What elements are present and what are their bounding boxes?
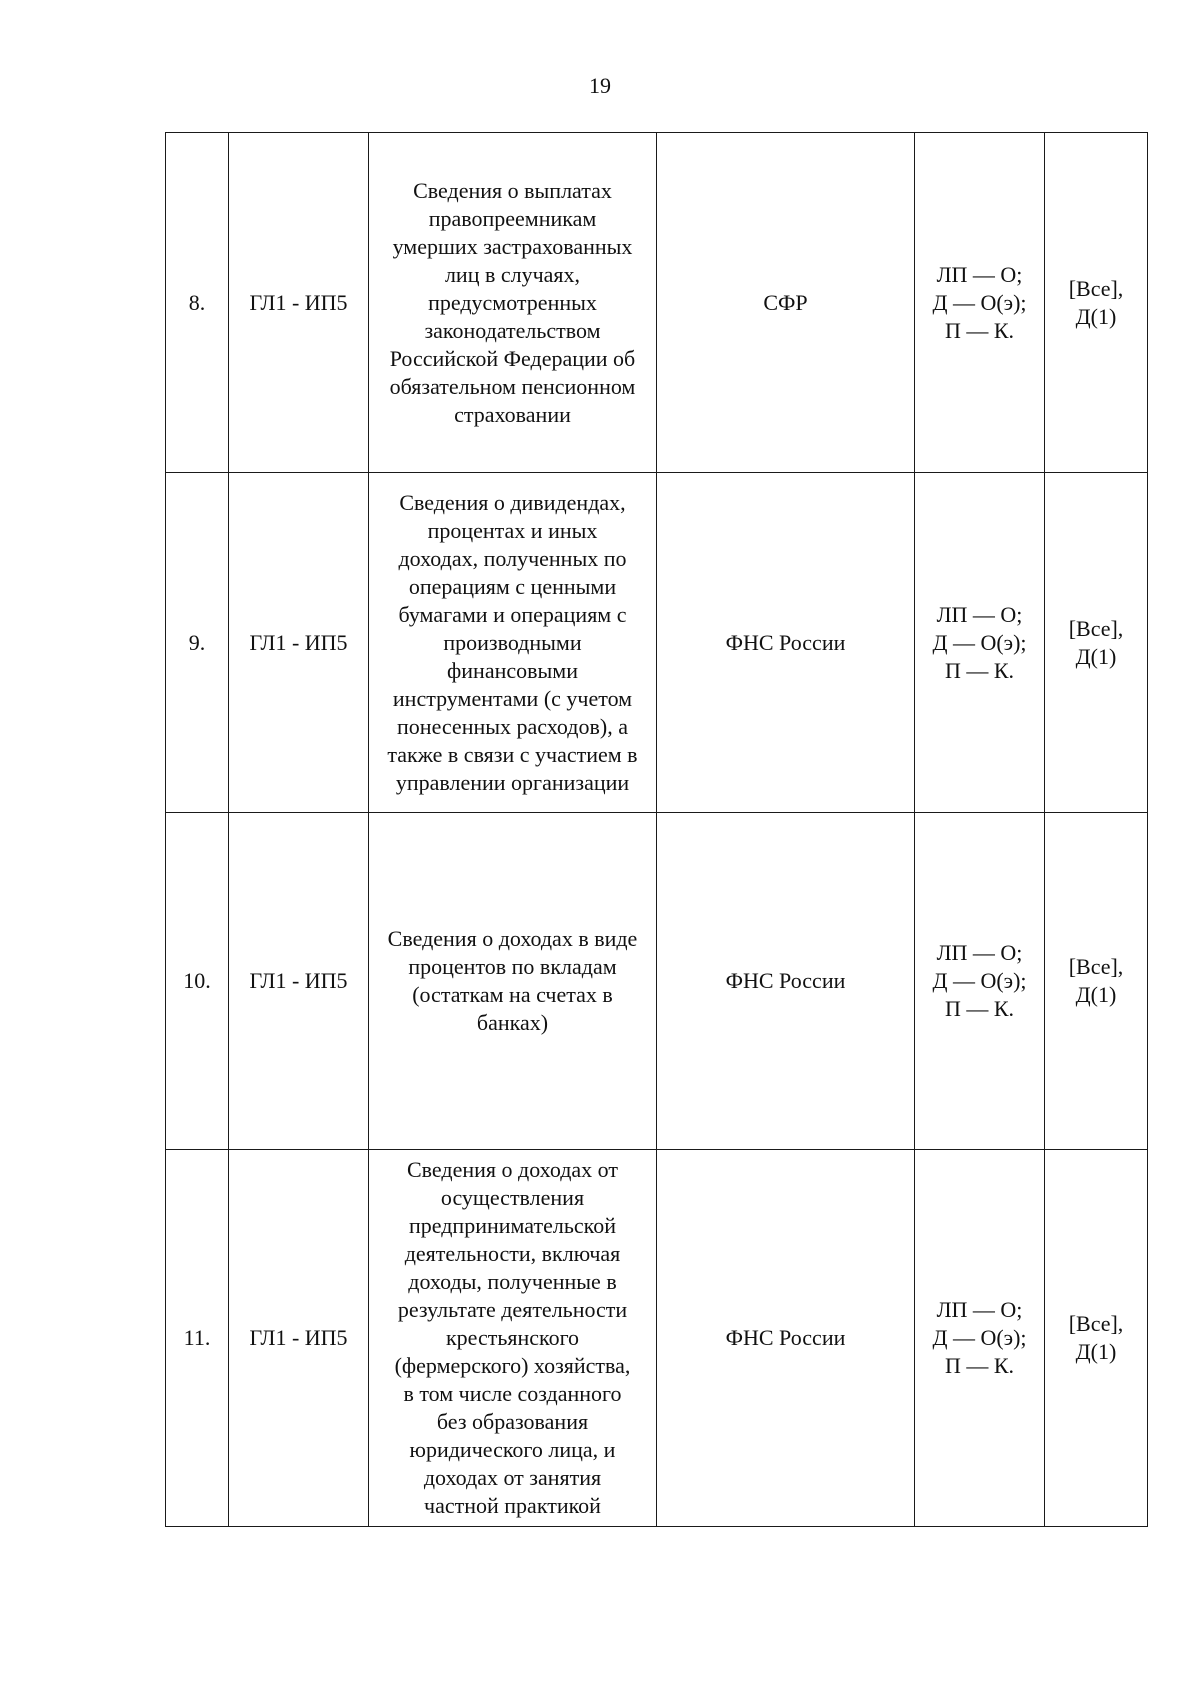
row-access: [Все], Д(1) (1045, 1150, 1148, 1527)
row-code: ГЛ1 - ИП5 (229, 1150, 369, 1527)
row-code: ГЛ1 - ИП5 (229, 133, 369, 473)
row-organization: ФНС России (657, 473, 915, 813)
row-code: ГЛ1 - ИП5 (229, 813, 369, 1150)
page-number: 19 (589, 73, 611, 98)
row-number: 10. (166, 813, 229, 1150)
row-mode: ЛП — О; Д — О(э); П — К. (915, 473, 1045, 813)
row-organization: ФНС России (657, 813, 915, 1150)
row-description: Сведения о выплатах правопреемникам умерших застрахованных лиц в случаях, предусмотренных законодательством Российской Федерации об обязательном пенсионном страховании (369, 133, 657, 473)
row-mode: ЛП — О; Д — О(э); П — К. (915, 133, 1045, 473)
row-organization: ФНС России (657, 1150, 915, 1527)
row-mode: ЛП — О; Д — О(э); П — К. (915, 813, 1045, 1150)
row-access: [Все], Д(1) (1045, 133, 1148, 473)
row-organization: СФР (657, 133, 915, 473)
records-table (165, 132, 1148, 1527)
row-number: 9. (166, 473, 229, 813)
table-row (166, 1150, 1148, 1527)
table-row (166, 813, 1148, 1150)
row-mode: ЛП — О; Д — О(э); П — К. (915, 1150, 1045, 1527)
table-row (166, 473, 1148, 813)
row-number: 11. (166, 1150, 229, 1527)
table-row (166, 133, 1148, 473)
row-description: Сведения о доходах в виде процентов по вкладам (остаткам на счетах в банках) (369, 813, 657, 1150)
row-description: Сведения о дивидендах, процентах и иных доходах, полученных по операциям с ценными бумагами и операциям с производными финансовыми инструментами (с учетом понесенных расходов), а также в связи с участием в управлении организации (369, 473, 657, 813)
row-number: 8. (166, 133, 229, 473)
row-access: [Все], Д(1) (1045, 813, 1148, 1150)
row-description: Сведения о доходах от осуществления предпринимательской деятельности, включая доходы, полученные в результате деятельности крестьянского (фермерского) хозяйства, в том числе созданного без образования юридического лица, и доходах от занятия частной практикой (369, 1150, 657, 1527)
row-access: [Все], Д(1) (1045, 473, 1148, 813)
row-code: ГЛ1 - ИП5 (229, 473, 369, 813)
